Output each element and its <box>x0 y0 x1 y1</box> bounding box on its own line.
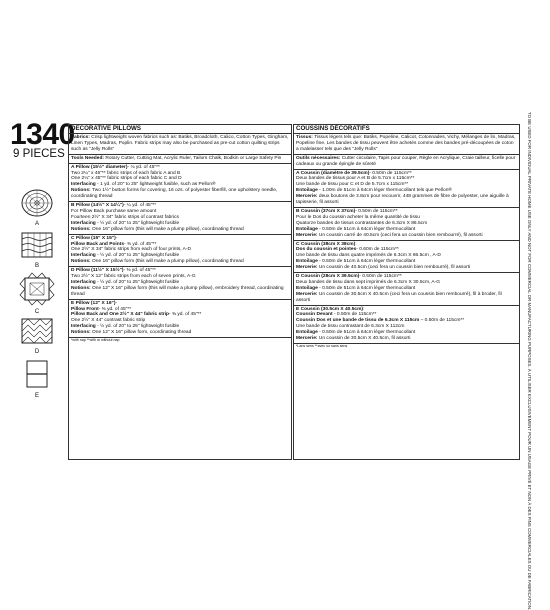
requirement-text: Un coussin de 40.5cm (ceci fera un coussin bien rembourré), fil assorti <box>318 265 471 271</box>
requirement-text: - ½ yd. of 20" to 25" lightweight fusible <box>95 324 180 330</box>
english-column <box>68 124 292 460</box>
requirements-section <box>294 155 519 170</box>
requirement-text: Two 2½" X 12" fabric strips from each of seven prints, A-G <box>71 274 196 280</box>
requirement-label: D Coussin (28cm X 39.5cm) <box>296 274 360 280</box>
requirement-label: Entoilage <box>296 188 318 194</box>
requirement-label: Mercerie: <box>296 265 319 271</box>
requirement-text: - ¼ yd. of 45"** <box>123 203 157 209</box>
requirement-label: Interfacing <box>71 253 96 259</box>
english-sections <box>69 134 291 337</box>
requirements-section <box>294 208 519 241</box>
requirement-text: - ⅜ yd. of 45"** <box>123 268 156 274</box>
requirement-label: Interfacing <box>71 279 96 285</box>
usage-notice-text: TO BE USED FOR INDIVIDUAL PRIVATE HOME USE ONLY AND NOT FOR COMMERCIAL OR MANUFACTURING PURPOSES. À UTILISER EXCLUSIVEMENT POUR UN USAGE PRIVÉ ET NON À DES FINS COMMERCIALES OU DE FABRICATION. <box>527 112 532 610</box>
requirement-line <box>71 135 289 153</box>
requirement-text: - ⅛ yd. of 45"** <box>127 164 160 170</box>
requirement-text: Un coussin carré de 40.5cm (ceci fera un coussin bien rembourré), fil assorti <box>318 232 483 238</box>
requirement-line <box>71 188 289 200</box>
requirement-line <box>296 194 517 206</box>
requirement-text: - ½ yd. of 20" to 25" lightweight fusible <box>95 220 180 226</box>
pinwheel-pillow-icon <box>18 272 56 306</box>
requirement-label: Outils nécessaires: <box>296 155 342 161</box>
requirement-text: - 0.50m de 51cm à 64cm léger thermocollant <box>317 285 416 291</box>
requirement-text: Un coussin de 30.5cm X 40.5cm, fil assorti <box>318 336 411 342</box>
requirement-label: A Pillow (15½" diameter) <box>71 164 128 170</box>
requirements-section <box>294 134 519 155</box>
requirement-text: - 0.50m de 115cm** <box>332 312 377 318</box>
requirement-label: Mercerie: <box>296 232 319 238</box>
requirement-line <box>296 233 517 239</box>
english-heading: DECORATIVE PILLOWS <box>69 125 291 134</box>
requirement-text: Two 1½" button forms for covering, 16 ozs. of polyester fiberfill, one upholstery needle, coordinating thread <box>71 188 278 200</box>
requirement-label: Interfacing <box>71 220 96 226</box>
requirement-text: For Pillow Back purchase same amount <box>71 208 157 214</box>
requirement-text: One 2¼" x 45"** fabric strips of each fabric C and D <box>71 176 182 182</box>
thumbnail-label: B <box>34 263 39 269</box>
requirement-text: One 16" pillow form (this will make a plump pillow), coordinating thread <box>92 226 244 232</box>
thumbnail-a <box>18 188 56 228</box>
english-footnote: *with nap **with or without nap <box>69 337 291 343</box>
requirements-section <box>69 267 291 300</box>
requirement-label: D Pillow (11½" X 15½") <box>71 268 124 274</box>
requirement-label: Entoilage <box>296 330 318 336</box>
requirement-text: One 16" pillow form (this will make a plump pillow), coordinating thread <box>92 259 244 265</box>
requirement-line <box>296 292 517 304</box>
requirement-line <box>71 330 289 336</box>
requirements-section <box>294 170 519 208</box>
requirement-text: - 0.50m de 51cm à 64cm léger thermocollant <box>317 226 416 232</box>
requirement-label: Pillow Front <box>71 306 99 312</box>
requirement-text: Crisp lightweight woven fabrics such as: Batiks, Broadcloth, Calico, Cotton Types, Gingham, Linen Types, Madras, Poplin. Fabric strips may also be purchased as pre-cut cotton quilting strips such as "Jelly Rolls" <box>71 135 289 152</box>
requirement-text: Une bande de tissu dans quatre imprimés de 6.3cm X 86.5cm , A-D <box>296 253 441 259</box>
requirement-label: B Pillow (14½" X 14¼") <box>71 203 124 209</box>
requirement-line <box>296 156 517 168</box>
requirement-text: - ⅜ yd. of 45"** <box>169 312 202 318</box>
requirement-label: C Coussin (38cm X 38cm) <box>296 241 356 247</box>
requirement-text: Cutter circulaire, Tapis pour couper, Règle en Acrylique, Craie tailleur, ficelle pour cadeaux ou grande épingle de sûreté <box>296 155 516 167</box>
requirement-text: - 0.60m de 115cm** <box>356 247 399 253</box>
requirement-line <box>296 265 517 271</box>
french-footnote: *Lans sens **avec ou sans sens <box>294 343 519 349</box>
requirement-text: - <box>115 235 118 241</box>
usage-notice <box>518 112 546 610</box>
requirement-label: A Coussin (diamètre de 39.5cm) <box>296 170 370 176</box>
plain-pillow-icon <box>18 358 56 390</box>
lattice-pillow-icon <box>18 316 56 346</box>
requirement-label: E Coussin (30.5cm X 40.5cm) <box>296 306 364 312</box>
requirement-text: : <box>363 306 365 312</box>
requirement-text: One 12" X 16" pillow form (this will make a plump pillow), embroidery thread, coordinating thread <box>71 285 284 297</box>
requirement-label: Entoilage <box>296 285 318 291</box>
requirements-section <box>69 164 291 202</box>
requirement-text: One 2½" X 44" contrast fabric strip <box>71 318 146 324</box>
requirement-label: Interfacing <box>71 182 96 188</box>
requirement-label: Pillow Back and One 2½" X 44" fabric strip <box>71 312 170 318</box>
requirement-text: - 1 yd. of 20" to 25" lightweight fusible, such as Pellon® <box>95 182 216 188</box>
requirement-label: Tissus: <box>296 135 315 140</box>
french-sections <box>294 134 519 343</box>
requirement-text: Deux bandes de tissu dans sept imprimés de 6.3cm X 30.5cm, A-G <box>296 279 441 285</box>
requirement-line <box>296 135 517 153</box>
requirement-text: One 2½" X 34" fabric strips from each of four prints, A-D <box>71 247 192 253</box>
requirement-label: Tools Needed: <box>71 155 106 161</box>
knit-pillow-icon <box>18 230 56 260</box>
requirement-text: - 1.00m de 51cm à 64cm léger thermocollant tels que Pellon® <box>317 188 452 194</box>
requirement-line <box>296 336 517 342</box>
requirement-line <box>71 156 289 162</box>
requirement-text: Two 2¼" x 45"** fabric strips of each fabric A and B <box>71 170 181 176</box>
requirements-section <box>294 241 519 274</box>
requirement-text: - ½ yd. of 20" to 25" lightweight fusible <box>95 279 180 285</box>
requirements-section <box>69 155 291 164</box>
thumbnail-label: E <box>34 393 39 399</box>
requirement-text: - 0.50m de 115cm** <box>359 274 402 280</box>
requirement-label: C Pillow (15" X 15") <box>71 235 116 241</box>
piece-count: 9 PIECES <box>13 148 65 160</box>
requirement-label: Entoilage <box>296 259 318 265</box>
thumbnail-label: A <box>34 221 39 227</box>
french-heading: COUSSINS DÉCORATIFS <box>294 125 519 134</box>
requirement-label: Coussin Dos et une bande de tissu de 6.3cm X 115cm <box>296 318 420 324</box>
requirement-label: Interfacing <box>71 324 96 330</box>
requirement-label: Notions: <box>71 259 92 265</box>
requirement-label: Mercerie: <box>296 291 319 297</box>
requirement-label: Notions: <box>71 285 92 291</box>
requirement-text: One 12" X 16" pillow form, coordinating thread <box>92 330 192 336</box>
pattern-number: 1340 <box>10 118 75 151</box>
requirements-section <box>69 235 291 268</box>
requirements-section <box>69 202 291 235</box>
requirements-section <box>294 273 519 306</box>
requirement-text: – 0.50m de 115cm** <box>419 318 465 324</box>
thumbnail-e <box>18 358 56 400</box>
pattern-identity <box>8 96 75 460</box>
requirement-label: Dos du coussin et pointes <box>296 247 357 253</box>
pattern-envelope <box>8 96 528 460</box>
thumbnail-b <box>18 230 56 270</box>
requirement-text: Une bande de tissu contrastant de 6.3cm X 112cm <box>296 324 405 330</box>
requirement-text: - 0.50m de 51cm à 64cm léger thermocollant <box>317 259 416 265</box>
requirement-line <box>71 286 289 298</box>
requirement-label: Coussin Devant <box>296 312 333 318</box>
thumbnail-d <box>18 316 56 356</box>
requirement-line <box>71 227 289 233</box>
requirement-text: Pour le Dos du coussin acheter la même quantité de tissu <box>296 214 420 220</box>
requirements-section <box>69 300 291 337</box>
requirement-text: Tissus légers tels que: Batiks, Popeline, Calicot, Cotonnades, Vichy, Mélanges de lin, Madras, Popeline fine. Les bandes de tissu peuvent être achetés comme des bandes pré-découpées de coton a malelasser tels que des "Jelly Rolls" <box>296 135 516 152</box>
requirement-text: : <box>355 241 357 247</box>
requirement-text: Quatorze bandes de tissus contrastantes de 6.3cm X 86.5cm <box>296 220 428 226</box>
requirement-label: Entoilage <box>296 226 318 232</box>
requirement-line <box>71 259 289 265</box>
round-pillow-icon <box>18 188 56 218</box>
requirement-label: B Coussin (37cm X 37cm) <box>296 208 356 214</box>
french-column <box>293 124 520 460</box>
thumbnail-label: D <box>34 349 40 355</box>
requirement-text: - 0.50m de 115cm** <box>355 208 398 214</box>
requirement-label: Notions: <box>71 226 92 232</box>
requirements-section <box>69 134 291 155</box>
requirement-text: - 0.50m de 51cm à 64cm léger thermocollant <box>317 330 416 336</box>
requirement-label: Fabrics: <box>71 135 92 140</box>
thumbnail-c <box>18 272 56 316</box>
requirement-text: - ⅜ yd. of 45"** <box>124 241 157 247</box>
requirement-label: Mercerie: <box>296 194 319 200</box>
requirement-label: Notions: <box>71 188 92 194</box>
requirement-text: Une bande de tissu pour C et D de 5.7cm x 115cm** <box>296 182 409 188</box>
requirement-label: Pillow Back and Points <box>71 241 125 247</box>
requirement-text: Rotary Cutter, Cutting Mat, Acrylic Ruler, Tailors Chalk, Bodkin or Large Safety Pin <box>105 155 282 161</box>
thumbnail-label: C <box>34 309 40 315</box>
requirement-label: E Pillow (12" X 16") <box>71 300 116 306</box>
requirement-text: Fourteen 2½" X 34" fabric strips of contrast fabrics <box>71 214 179 220</box>
requirement-label: Notions: <box>71 330 92 336</box>
requirement-text: - ½ yd. of 20" to 25" lightweight fusible <box>95 253 180 259</box>
requirement-text: - ⅜ yd. of 45"** <box>98 306 132 312</box>
requirements-section <box>294 306 519 343</box>
requirement-text: Deux bandes de tissus pour A et B de 5.7cm x 115cm** <box>296 176 415 182</box>
requirement-text: - <box>115 300 118 306</box>
requirement-text: - 0.50m de 115cm** <box>369 170 412 176</box>
requirement-text: Un coussin de 30.5cm X 40.5cm (ceci fera un coussin bien rembourré), fil à broder, fil assorti <box>296 291 502 303</box>
requirement-label: Mercerie: <box>296 336 319 342</box>
requirement-text: deux boutons de 3.8cm pour recouvrir, 448 grammes de fibre de polyester, une aiguille à tapisserie, fil assorti <box>296 194 509 206</box>
